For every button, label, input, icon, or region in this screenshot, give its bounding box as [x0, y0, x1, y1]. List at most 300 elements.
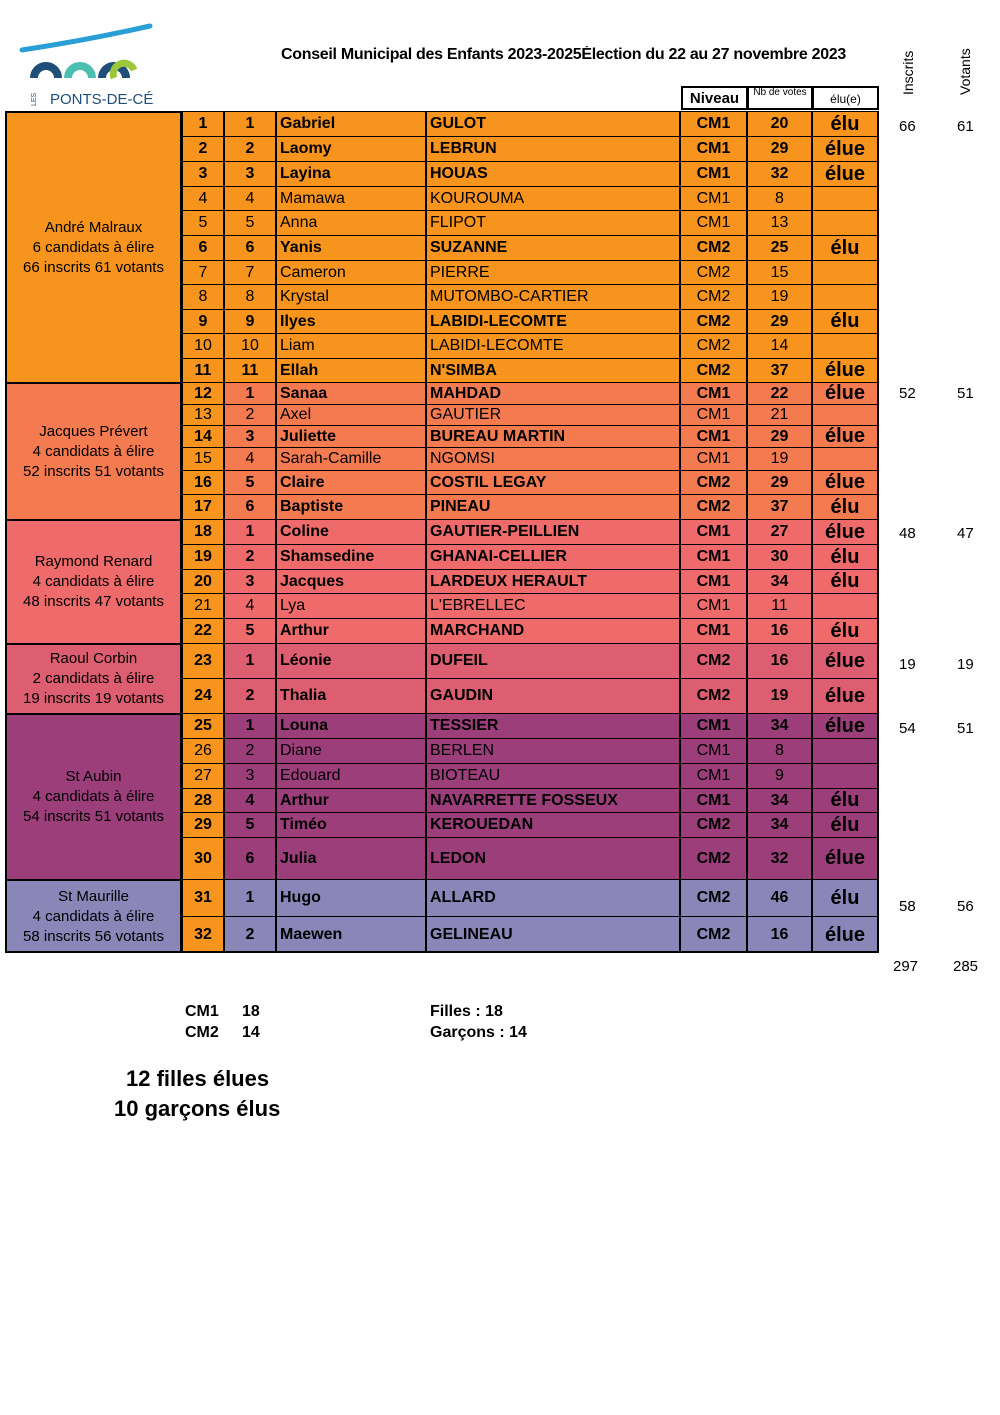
- total-inscrits: 297: [893, 958, 919, 975]
- school-group-name: Raymond Renard: [34, 553, 153, 570]
- cell-level: CM2: [681, 260, 748, 284]
- cell-first: Coline: [277, 519, 427, 544]
- cell-elu: élue: [813, 916, 879, 953]
- cell-num: 10: [181, 333, 225, 358]
- cell-votes: 27: [748, 519, 813, 544]
- cell-first: Ellah: [277, 358, 427, 382]
- cell-rank: 2: [225, 678, 277, 713]
- cell-elu: [813, 284, 879, 309]
- group-votants: 61: [957, 118, 974, 135]
- cell-num: 18: [181, 519, 225, 544]
- table-row: [181, 404, 879, 425]
- cell-votes: 34: [748, 812, 813, 837]
- cell-votes: 29: [748, 309, 813, 333]
- cell-num: 16: [181, 470, 225, 494]
- cell-rank: 4: [225, 447, 277, 470]
- cell-num: 1: [181, 111, 225, 136]
- cell-level: CM2: [681, 235, 748, 260]
- cell-elu: élu: [813, 309, 879, 333]
- cell-num: 7: [181, 260, 225, 284]
- cell-level: CM1: [681, 713, 748, 738]
- school-group-name: Jacques Prévert: [39, 422, 148, 440]
- cell-votes: 16: [748, 916, 813, 953]
- cell-rank: 5: [225, 210, 277, 235]
- table-row: [181, 111, 879, 136]
- cell-votes: 46: [748, 879, 813, 916]
- summary-garcons: Garçons : 14: [430, 1024, 527, 1041]
- cell-last: NGOMSI: [427, 447, 681, 470]
- cell-elu: [813, 404, 879, 425]
- cell-first: Laomy: [277, 136, 427, 161]
- cell-first: Louna: [277, 713, 427, 738]
- table-row: [181, 593, 879, 618]
- group-votants: 51: [957, 720, 974, 737]
- page-title: Conseil Municipal des Enfants 2023-2025Élection du 22 au 27 novembre 2023: [281, 46, 846, 63]
- cell-first: Sarah-Camille: [277, 447, 427, 470]
- cell-elu: élu: [813, 569, 879, 593]
- cell-votes: 19: [748, 284, 813, 309]
- group-votants: 51: [957, 385, 974, 402]
- cell-num: 3: [181, 161, 225, 186]
- cell-num: 11: [181, 358, 225, 382]
- table-row: [181, 879, 879, 916]
- cell-rank: 3: [225, 161, 277, 186]
- cell-rank: 1: [225, 519, 277, 544]
- cell-last: GAUTIER-PEILLIEN: [427, 519, 681, 544]
- summary-cm1-count: 18: [242, 1003, 260, 1020]
- cell-elu: [813, 333, 879, 358]
- cell-rank: 1: [225, 643, 277, 678]
- school-group-candidates: 2 candidats à élire: [32, 670, 155, 687]
- cell-votes: 29: [748, 136, 813, 161]
- cell-votes: 34: [748, 788, 813, 812]
- nb-votes-header: Nb de votes: [747, 86, 813, 110]
- cell-last: GAUTIER: [427, 404, 681, 425]
- cell-num: 29: [181, 812, 225, 837]
- group-votants: 47: [957, 525, 974, 542]
- cell-elu: [813, 763, 879, 788]
- cell-num: 27: [181, 763, 225, 788]
- group-inscrits: 58: [899, 898, 916, 915]
- table-row: [181, 210, 879, 235]
- cell-elu: [813, 447, 879, 470]
- cell-num: 32: [181, 916, 225, 953]
- elected-boys: 10 garçons élus: [114, 1096, 281, 1121]
- cell-first: Shamsedine: [277, 544, 427, 569]
- cell-num: 31: [181, 879, 225, 916]
- cell-last: PIERRE: [427, 260, 681, 284]
- cell-rank: 9: [225, 309, 277, 333]
- cell-votes: 19: [748, 678, 813, 713]
- logo-top-text: LES: [31, 92, 38, 106]
- cell-last: LEDON: [427, 837, 681, 879]
- cell-level: CM2: [681, 879, 748, 916]
- cell-rank: 2: [225, 738, 277, 763]
- inscrits-header: Inscrits: [900, 50, 916, 95]
- cell-elu: élue: [813, 837, 879, 879]
- cell-votes: 8: [748, 738, 813, 763]
- group-votants: 56: [957, 898, 974, 915]
- table-bottom-border: [5, 951, 879, 953]
- cell-elu: élue: [813, 678, 879, 713]
- cell-first: Julia: [277, 837, 427, 879]
- cell-level: CM1: [681, 382, 748, 404]
- cell-level: CM1: [681, 404, 748, 425]
- cell-votes: 13: [748, 210, 813, 235]
- cell-last: MARCHAND: [427, 618, 681, 643]
- cell-elu: [813, 260, 879, 284]
- cell-level: CM2: [681, 494, 748, 519]
- cell-votes: 34: [748, 713, 813, 738]
- cell-first: Axel: [277, 404, 427, 425]
- cell-level: CM1: [681, 161, 748, 186]
- cell-last: BIOTEAU: [427, 763, 681, 788]
- summary-cm2-label: CM2: [185, 1024, 219, 1041]
- cell-last: LABIDI-LECOMTE: [427, 333, 681, 358]
- table-row: [181, 618, 879, 643]
- cell-rank: 4: [225, 788, 277, 812]
- cell-rank: 2: [225, 404, 277, 425]
- cell-elu: élu: [813, 235, 879, 260]
- cell-elu: élu: [813, 494, 879, 519]
- cell-level: CM2: [681, 837, 748, 879]
- cell-elu: élue: [813, 425, 879, 447]
- cell-level: CM1: [681, 425, 748, 447]
- school-group-label: [5, 879, 181, 953]
- table-row: [181, 713, 879, 738]
- cell-rank: 6: [225, 235, 277, 260]
- school-group-stats: 66 inscrits 61 votants: [23, 258, 164, 276]
- cell-elu: élue: [813, 470, 879, 494]
- cell-last: N'SIMBA: [427, 358, 681, 382]
- cell-last: FLIPOT: [427, 210, 681, 235]
- cell-rank: 5: [225, 812, 277, 837]
- cell-first: Yanis: [277, 235, 427, 260]
- cell-elu: élue: [813, 136, 879, 161]
- cell-elu: [813, 186, 879, 210]
- votants-header: Votants: [957, 48, 973, 95]
- cell-level: CM1: [681, 447, 748, 470]
- cell-rank: 7: [225, 260, 277, 284]
- table-row: [181, 812, 879, 837]
- cell-first: Juliette: [277, 425, 427, 447]
- cell-first: Anna: [277, 210, 427, 235]
- school-group-stats: 58 inscrits 56 votants: [23, 928, 164, 945]
- cell-rank: 8: [225, 284, 277, 309]
- cell-last: GHANAI-CELLIER: [427, 544, 681, 569]
- cell-rank: 1: [225, 382, 277, 404]
- cell-num: 9: [181, 309, 225, 333]
- elu-header: élu(e): [812, 86, 879, 110]
- cell-votes: 22: [748, 382, 813, 404]
- table-row: [181, 161, 879, 186]
- cell-num: 23: [181, 643, 225, 678]
- cell-votes: 30: [748, 544, 813, 569]
- cell-first: Claire: [277, 470, 427, 494]
- cell-level: CM1: [681, 210, 748, 235]
- cell-last: ALLARD: [427, 879, 681, 916]
- cell-num: 2: [181, 136, 225, 161]
- cell-level: CM2: [681, 284, 748, 309]
- cell-first: Layina: [277, 161, 427, 186]
- cell-rank: 2: [225, 136, 277, 161]
- group-inscrits: 52: [899, 385, 916, 402]
- cell-rank: 4: [225, 186, 277, 210]
- elected-girls: 12 filles élues: [126, 1066, 270, 1091]
- cell-elu: [813, 593, 879, 618]
- school-group-candidates: 4 candidats à élire: [32, 573, 155, 590]
- cell-first: Krystal: [277, 284, 427, 309]
- cell-last: PINEAU: [427, 494, 681, 519]
- cell-elu: élue: [813, 643, 879, 678]
- cell-first: Arthur: [277, 618, 427, 643]
- school-group-name: André Malraux: [44, 218, 143, 236]
- cell-rank: 10: [225, 333, 277, 358]
- cell-level: CM2: [681, 333, 748, 358]
- cell-num: 20: [181, 569, 225, 593]
- cell-first: Timéo: [277, 812, 427, 837]
- cell-rank: 5: [225, 618, 277, 643]
- table-row: [181, 916, 879, 953]
- cell-level: CM1: [681, 738, 748, 763]
- cell-first: Thalia: [277, 678, 427, 713]
- cell-rank: 1: [225, 879, 277, 916]
- table-row: [181, 425, 879, 447]
- table-row: [181, 470, 879, 494]
- cell-level: CM1: [681, 788, 748, 812]
- table-row: [181, 358, 879, 382]
- cell-last: MAHDAD: [427, 382, 681, 404]
- cell-rank: 1: [225, 111, 277, 136]
- cell-last: L'EBRELLEC: [427, 593, 681, 618]
- cell-elu: [813, 738, 879, 763]
- summary-cm2-count: 14: [242, 1024, 260, 1041]
- cell-rank: 1: [225, 713, 277, 738]
- cell-elu: élue: [813, 519, 879, 544]
- cell-num: 4: [181, 186, 225, 210]
- cell-elu: élue: [813, 382, 879, 404]
- cell-elu: élu: [813, 111, 879, 136]
- table-row: [181, 333, 879, 358]
- cell-first: Maewen: [277, 916, 427, 953]
- table-row: [181, 763, 879, 788]
- cell-votes: 16: [748, 618, 813, 643]
- cell-elu: élu: [813, 544, 879, 569]
- cell-level: CM2: [681, 916, 748, 953]
- school-group-name: Raoul Corbin: [49, 650, 138, 667]
- cell-last: SUZANNE: [427, 235, 681, 260]
- cell-num: 15: [181, 447, 225, 470]
- cell-num: 24: [181, 678, 225, 713]
- cell-level: CM2: [681, 470, 748, 494]
- cell-num: 6: [181, 235, 225, 260]
- school-group-label: [5, 643, 181, 713]
- cell-elu: élue: [813, 161, 879, 186]
- cell-votes: 11: [748, 593, 813, 618]
- table-row: [181, 494, 879, 519]
- cell-last: LEBRUN: [427, 136, 681, 161]
- cell-level: CM1: [681, 618, 748, 643]
- cell-num: 30: [181, 837, 225, 879]
- school-group-candidates: 4 candidats à élire: [32, 788, 155, 805]
- cell-last: KEROUEDAN: [427, 812, 681, 837]
- table-row: [181, 544, 879, 569]
- cell-num: 19: [181, 544, 225, 569]
- group-inscrits: 66: [899, 118, 916, 135]
- summary-filles: Filles : 18: [430, 1003, 503, 1020]
- cell-last: GAUDIN: [427, 678, 681, 713]
- cell-level: CM1: [681, 569, 748, 593]
- group-inscrits: 54: [899, 720, 916, 737]
- cell-first: Arthur: [277, 788, 427, 812]
- cell-last: LARDEUX HERAULT: [427, 569, 681, 593]
- cell-num: 17: [181, 494, 225, 519]
- school-group-candidates: 4 candidats à élire: [32, 908, 155, 925]
- cell-last: MUTOMBO-CARTIER: [427, 284, 681, 309]
- group-inscrits: 19: [899, 656, 916, 673]
- cell-last: LABIDI-LECOMTE: [427, 309, 681, 333]
- cell-first: Léonie: [277, 643, 427, 678]
- cell-votes: 20: [748, 111, 813, 136]
- school-group-label: [5, 382, 181, 519]
- school-group-name: St Aubin: [65, 768, 122, 785]
- cell-first: Cameron: [277, 260, 427, 284]
- cell-level: CM1: [681, 519, 748, 544]
- cell-num: 22: [181, 618, 225, 643]
- table-row: [181, 569, 879, 593]
- school-group-candidates: 6 candidats à élire: [32, 238, 155, 256]
- cell-rank: 5: [225, 470, 277, 494]
- cell-votes: 32: [748, 161, 813, 186]
- cell-num: 26: [181, 738, 225, 763]
- group-inscrits: 48: [899, 525, 916, 542]
- cell-num: 5: [181, 210, 225, 235]
- cell-first: Hugo: [277, 879, 427, 916]
- table-row: [181, 678, 879, 713]
- cell-level: CM1: [681, 763, 748, 788]
- group-votants: 19: [957, 656, 974, 673]
- cell-num: 12: [181, 382, 225, 404]
- cell-first: Baptiste: [277, 494, 427, 519]
- cell-votes: 29: [748, 470, 813, 494]
- table-row: [181, 738, 879, 763]
- table-row: [181, 284, 879, 309]
- cell-last: COSTIL LEGAY: [427, 470, 681, 494]
- table-row: [181, 382, 879, 404]
- cell-elu: [813, 210, 879, 235]
- cell-votes: 29: [748, 425, 813, 447]
- cell-rank: 2: [225, 544, 277, 569]
- cell-votes: 16: [748, 643, 813, 678]
- cell-first: Lya: [277, 593, 427, 618]
- cell-last: NAVARRETTE FOSSEUX: [427, 788, 681, 812]
- cell-rank: 3: [225, 763, 277, 788]
- table-row: [181, 643, 879, 678]
- cell-rank: 3: [225, 569, 277, 593]
- table-row: [181, 447, 879, 470]
- school-group-label: [5, 519, 181, 643]
- cell-votes: 19: [748, 447, 813, 470]
- cell-level: CM1: [681, 186, 748, 210]
- table-row: [181, 788, 879, 812]
- school-group-stats: 54 inscrits 51 votants: [23, 808, 164, 825]
- cell-votes: 32: [748, 837, 813, 879]
- cell-last: GULOT: [427, 111, 681, 136]
- table-row: [181, 309, 879, 333]
- cell-level: CM2: [681, 309, 748, 333]
- cell-first: Diane: [277, 738, 427, 763]
- niveau-header: Niveau: [681, 86, 748, 110]
- cell-rank: 4: [225, 593, 277, 618]
- cell-level: CM2: [681, 643, 748, 678]
- cell-last: GELINEAU: [427, 916, 681, 953]
- cell-votes: 9: [748, 763, 813, 788]
- school-group-stats: 48 inscrits 47 votants: [23, 593, 164, 610]
- cell-rank: 3: [225, 425, 277, 447]
- cell-first: Sanaa: [277, 382, 427, 404]
- table-row: [181, 519, 879, 544]
- cell-votes: 25: [748, 235, 813, 260]
- cell-last: DUFEIL: [427, 643, 681, 678]
- cell-first: Ilyes: [277, 309, 427, 333]
- cell-first: Edouard: [277, 763, 427, 788]
- cell-level: CM1: [681, 544, 748, 569]
- cell-votes: 37: [748, 494, 813, 519]
- cell-level: CM2: [681, 678, 748, 713]
- cell-rank: 2: [225, 916, 277, 953]
- cell-elu: élue: [813, 713, 879, 738]
- cell-first: Gabriel: [277, 111, 427, 136]
- cell-first: Jacques: [277, 569, 427, 593]
- table-row: [181, 837, 879, 879]
- cell-num: 28: [181, 788, 225, 812]
- cell-votes: 14: [748, 333, 813, 358]
- school-group-stats: 52 inscrits 51 votants: [23, 462, 164, 480]
- school-group-candidates: 4 candidats à élire: [32, 442, 155, 460]
- table-row: [181, 136, 879, 161]
- cell-votes: 37: [748, 358, 813, 382]
- cell-rank: 6: [225, 837, 277, 879]
- cell-last: BUREAU MARTIN: [427, 425, 681, 447]
- cell-num: 8: [181, 284, 225, 309]
- school-group-label: [5, 111, 181, 382]
- cell-votes: 15: [748, 260, 813, 284]
- summary-cm1-label: CM1: [185, 1003, 219, 1020]
- cell-num: 14: [181, 425, 225, 447]
- cell-last: BERLEN: [427, 738, 681, 763]
- cell-last: HOUAS: [427, 161, 681, 186]
- cell-elu: élue: [813, 358, 879, 382]
- total-votants: 285: [953, 958, 979, 975]
- cell-votes: 34: [748, 569, 813, 593]
- cell-elu: élu: [813, 788, 879, 812]
- cell-last: KOUROUMA: [427, 186, 681, 210]
- cell-votes: 8: [748, 186, 813, 210]
- cell-elu: élu: [813, 812, 879, 837]
- cell-num: 25: [181, 713, 225, 738]
- table-row: [181, 235, 879, 260]
- cell-rank: 11: [225, 358, 277, 382]
- cell-num: 21: [181, 593, 225, 618]
- school-group-stats: 19 inscrits 19 votants: [23, 690, 164, 707]
- cell-first: Mamawa: [277, 186, 427, 210]
- table-row: [181, 186, 879, 210]
- cell-level: CM1: [681, 136, 748, 161]
- logo-name-text: PONTS-DE-CÉ: [50, 91, 154, 108]
- cell-last: TESSIER: [427, 713, 681, 738]
- cell-rank: 6: [225, 494, 277, 519]
- cell-level: CM2: [681, 358, 748, 382]
